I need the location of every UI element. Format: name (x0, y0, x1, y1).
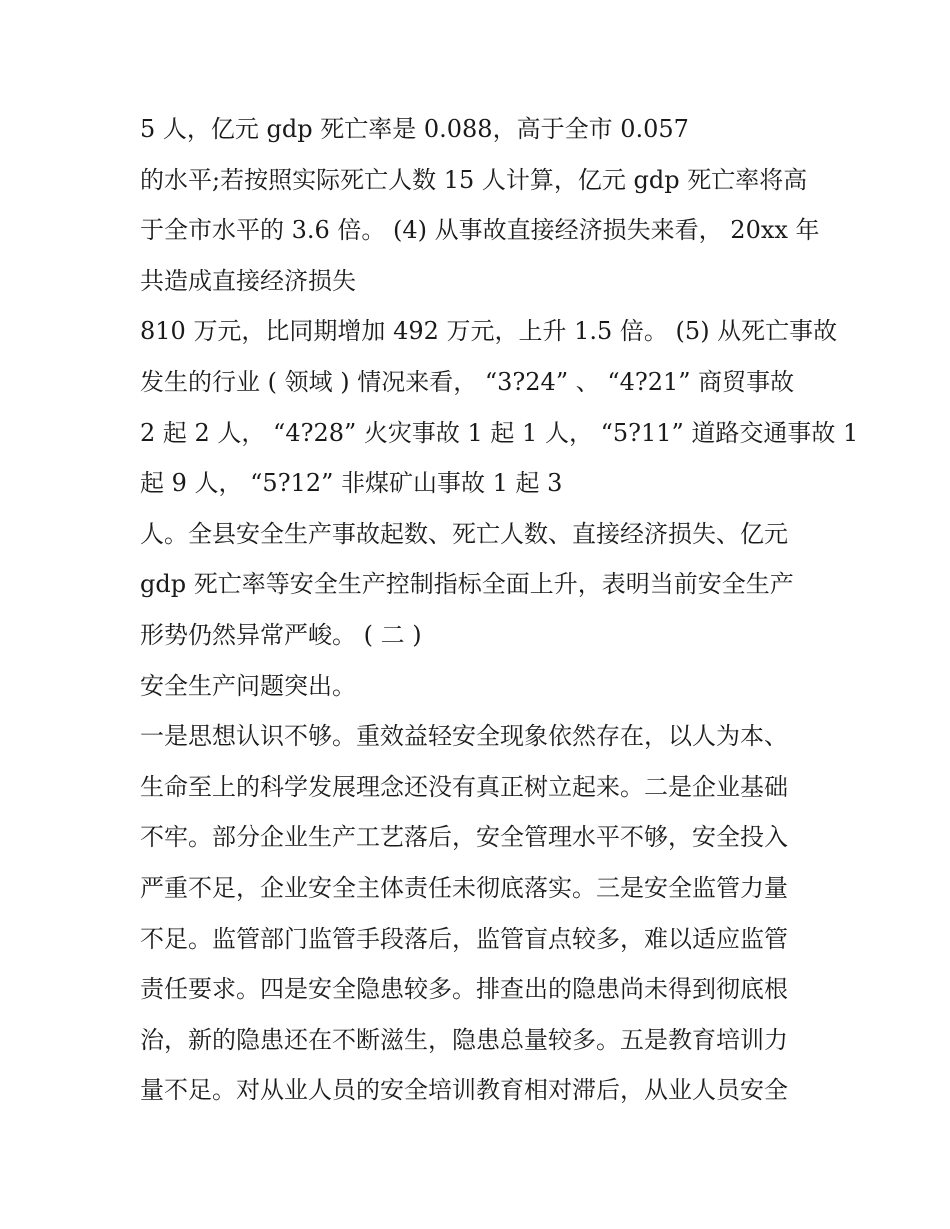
text-line: 安全生产问题突出。 (140, 671, 356, 700)
text-line: 生命至上的科学发展理念还没有真正树立起来。二是企业基础 (140, 772, 788, 801)
text-line: 于全市水平的 3.6 倍。 (4) 从事故直接经济损失来看， 20xx 年 (140, 216, 820, 245)
body-text (140, 104, 859, 1116)
text-line: 810 万元，比同期增加 492 万元，上升 1.5 倍。 (5) 从死亡事故 (140, 317, 838, 346)
text-line: 2 起 2 人， “4?28” 火灾事故 1 起 1 人， “5?11” 道路交通事故 1 (140, 418, 859, 447)
text-line: gdp 死亡率等安全生产控制指标全面上升，表明当前安全生产 (140, 570, 794, 599)
text-line: 形势仍然异常严峻。 ( 二 ) (140, 620, 422, 649)
text-line: 责任要求。四是安全隐患较多。排查出的隐患尚未得到彻底根 (140, 975, 788, 1004)
text-line: 治，新的隐患还在不断滋生，隐患总量较多。五是教育培训力 (140, 1025, 788, 1054)
text-line: 一是思想认识不够。重效益轻安全现象依然存在，以人为本、 (140, 722, 788, 751)
text-line: 严重不足，企业安全主体责任未彻底落实。三是安全监管力量 (140, 873, 788, 902)
text-line: 5 人，亿元 gdp 死亡率是 0.088，高于全市 0.057 (140, 115, 689, 143)
text-line: 的水平;若按照实际死亡人数 15 人计算，亿元 gdp 死亡率将高 (140, 165, 808, 194)
text-line: 起 9 人， “5?12” 非煤矿山事故 1 起 3 (140, 469, 563, 498)
text-line: 人。全县安全生产事故起数、死亡人数、直接经济损失、亿元 (140, 519, 788, 548)
text-line: 发生的行业 ( 领域 ) 情况来看， “3?24” 、 “4?21” 商贸事故 (140, 367, 795, 396)
text-line: 共造成直接经济损失 (140, 266, 356, 295)
text-line: 量不足。对从业人员的安全培训教育相对滞后，从业人员安全 (140, 1076, 788, 1105)
text-line: 不足。监管部门监管手段落后，监管盲点较多，难以适应监管 (140, 924, 788, 953)
text-line: 不牢。部分企业生产工艺落后，安全管理水平不够，安全投入 (140, 823, 788, 852)
